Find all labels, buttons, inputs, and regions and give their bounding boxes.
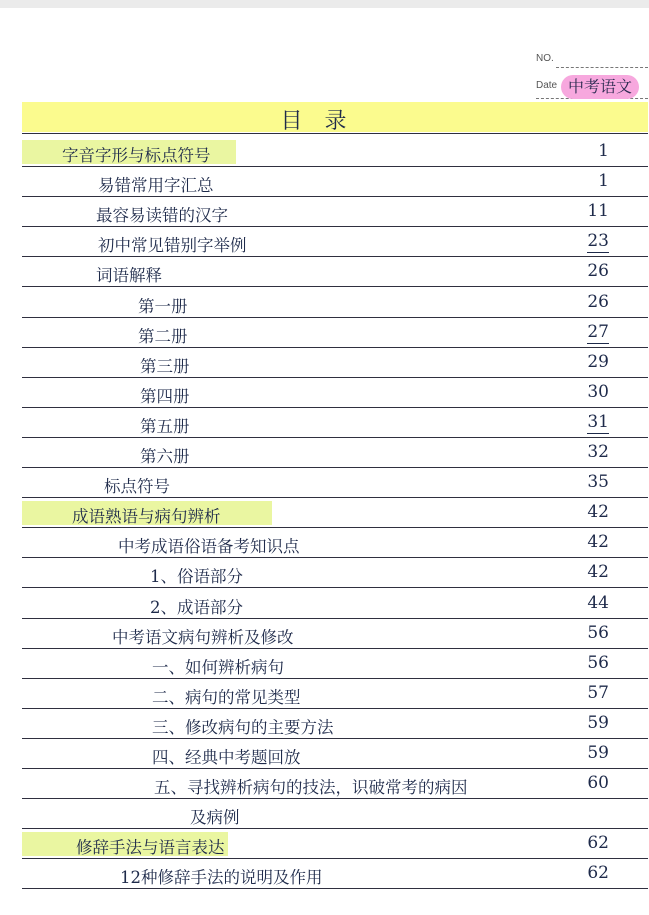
ruled-line xyxy=(22,828,648,829)
toc-entry-page xyxy=(587,532,609,552)
date-value: 中考语文 xyxy=(561,75,639,99)
page-number: 56 xyxy=(587,652,609,673)
page-number: 1 xyxy=(598,171,609,192)
toc-entry-label: 修辞手法与语言表达 xyxy=(76,838,225,858)
ruled-line xyxy=(22,888,648,889)
ruled-line xyxy=(22,226,648,227)
ruled-line xyxy=(22,587,648,588)
page-number: 57 xyxy=(587,682,609,703)
page-number: 27 xyxy=(587,321,609,342)
toc-entry-page xyxy=(587,743,609,763)
toc-entry-page xyxy=(587,412,609,432)
ruled-line xyxy=(22,648,648,649)
ruled-line xyxy=(22,347,648,348)
ruled-line xyxy=(22,768,648,769)
page-number: 31 xyxy=(587,411,609,432)
toc-entry-label: 第六册 xyxy=(140,447,190,466)
page-number: 42 xyxy=(587,532,609,553)
toc-entry-page xyxy=(587,863,609,883)
toc-entry-page xyxy=(587,713,609,733)
toc-entry-page xyxy=(587,653,609,673)
page-number: 30 xyxy=(587,381,609,402)
ruled-line xyxy=(22,196,648,197)
ruled-line xyxy=(22,798,648,799)
ruled-line xyxy=(22,467,648,468)
toc-entry-page xyxy=(587,833,609,853)
ruled-line xyxy=(22,618,648,619)
toc-entry-label: 标点符号 xyxy=(104,477,170,497)
page-number: 59 xyxy=(587,743,609,763)
ruled-line xyxy=(22,557,648,558)
toc-entry-page xyxy=(587,442,609,462)
ruled-line xyxy=(22,407,648,408)
toc-entry-label: 初中常见错别字举例 xyxy=(98,236,247,256)
toc-entry-label: 最容易读错的汉字 xyxy=(96,206,228,226)
toc-entry-label: 五、寻找辨析病句的技法，识破常考的病因 xyxy=(154,778,468,798)
no-label: NO. xyxy=(536,53,554,64)
toc-entry-page xyxy=(587,623,609,643)
toc-entry-label: 第二册 xyxy=(138,326,188,346)
toc-entry-page xyxy=(587,231,609,251)
page-number: 62 xyxy=(587,833,609,854)
ruled-line xyxy=(22,678,648,679)
toc-entry-label: 易错常用字汇总 xyxy=(98,176,214,196)
toc-entry-page xyxy=(587,201,609,221)
toc-entry-page xyxy=(598,141,609,161)
toc-entry-label: 第四册 xyxy=(140,386,190,406)
toc-entry-label: 成语熟语与病句辨析 xyxy=(72,507,221,527)
ruled-line xyxy=(22,708,648,709)
toc-entry-page xyxy=(587,683,609,703)
page-number: 62 xyxy=(587,863,609,884)
ruled-line xyxy=(22,497,648,498)
toc-entry-page xyxy=(587,352,609,372)
ruled-line xyxy=(22,738,648,739)
toc-entry-label: 一、如何辨析病句 xyxy=(152,657,284,677)
page-title: 目录 xyxy=(280,109,369,134)
date-label: Date xyxy=(536,80,558,91)
ruled-line xyxy=(22,437,648,438)
toc-entry-label: 第一册 xyxy=(138,296,188,316)
ruled-line xyxy=(22,527,648,528)
toc-entry-label: 字音字形与标点符号 xyxy=(62,146,211,165)
toc-entry-label: 四、经典中考题回放 xyxy=(152,748,301,767)
toc-entry-label: 第五册 xyxy=(140,416,190,436)
ruled-line xyxy=(22,166,648,167)
page-number: 35 xyxy=(587,472,609,493)
toc-entry-label: 二、病句的常见类型 xyxy=(152,687,301,707)
ruled-line xyxy=(22,256,648,257)
toc-entry-label: 中考成语俗语备考知识点 xyxy=(118,537,300,557)
page-number: 56 xyxy=(587,622,609,643)
title-rule xyxy=(22,133,648,134)
toc-entry-page xyxy=(587,562,609,582)
toc-entry-page xyxy=(587,773,609,793)
page-number: 44 xyxy=(587,592,609,613)
page-number: 42 xyxy=(587,502,609,523)
page-number: 59 xyxy=(587,712,609,733)
toc-entry-label: 词语解释 xyxy=(96,266,162,286)
page-number: 26 xyxy=(587,261,609,282)
toc-entry-label: 第三册 xyxy=(140,356,190,376)
toc-entry-page xyxy=(587,292,609,312)
page-number: 60 xyxy=(587,773,609,794)
toc-entry-page xyxy=(587,261,609,281)
page-number: 42 xyxy=(587,562,609,583)
no-line xyxy=(556,67,648,68)
toc-entry-label: 12种修辞手法的说明及作用 xyxy=(120,868,323,888)
toc-entry-label: 1、俗语部分 xyxy=(150,567,243,587)
toc-entry-label: 中考语文病句辨析及修改 xyxy=(112,627,294,647)
page-number: 26 xyxy=(587,291,609,312)
toc-entry-page xyxy=(598,171,609,191)
toc-entry-page xyxy=(587,472,609,492)
toc-entry-page xyxy=(587,593,609,613)
toc-entry-label: 2、成语部分 xyxy=(150,597,243,617)
top-bar xyxy=(0,0,649,8)
toc-entry-page xyxy=(587,322,609,342)
ruled-line xyxy=(22,377,648,378)
page-number: 23 xyxy=(587,231,609,252)
toc-entry-page xyxy=(587,382,609,402)
toc-entry-label: 三、修改病句的主要方法 xyxy=(152,717,334,737)
page-number: 11 xyxy=(587,201,609,222)
ruled-line xyxy=(22,286,648,287)
ruled-line xyxy=(22,317,648,318)
toc-entry-label: 及病例 xyxy=(190,808,240,828)
toc-entry-page xyxy=(587,502,609,522)
page-number: 1 xyxy=(598,141,609,161)
page-number: 29 xyxy=(587,351,609,372)
ruled-line xyxy=(22,858,648,859)
page-number: 32 xyxy=(587,442,609,462)
